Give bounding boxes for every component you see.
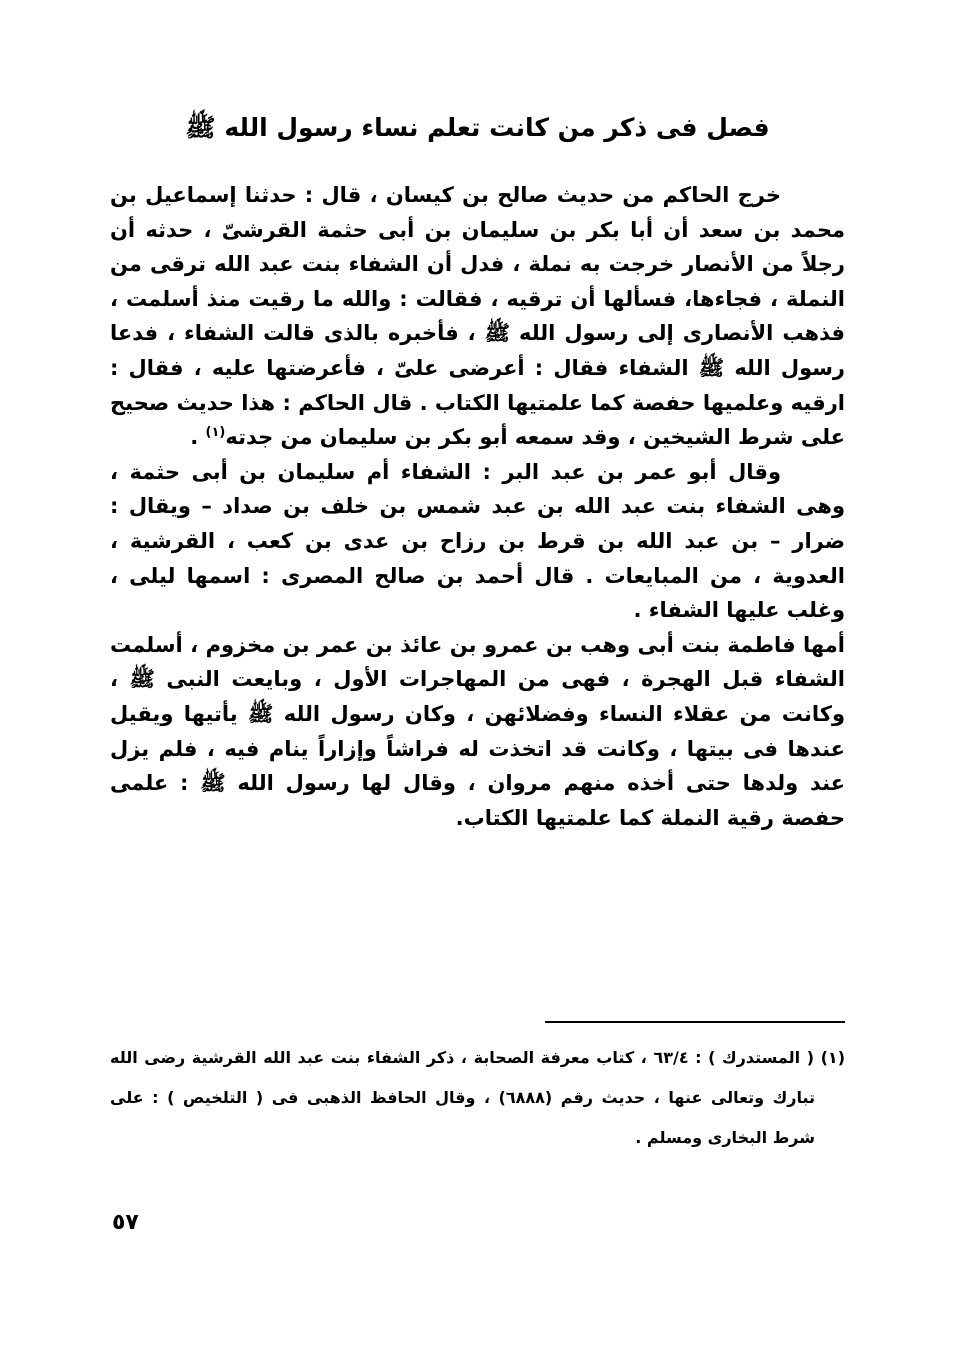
- paragraph: أمها فاطمة بنت أبى وهب بن عمرو بن عائذ بن عمر بن مخزوم ، أسلمت الشفاء قبل الهجرة ، فهى من المهاجرات الأول ، وبايعت النبى ﷺ ، وكانت من عقلاء النساء وفضلائهن ، وكان رسول الله ﷺ يأتيها ويقيل عندها فى بيتها ، وكانت قد اتخذت له فراشاً وإزاراً ينام فيه ، فلم يزل عند ولدها حتى أخذه منهم مروان ، وقال لها رسول الله ﷺ : علمى حفصة رقية النملة كما علمتيها الكتاب.: [110, 632, 845, 830]
- footnote: [110, 1038, 845, 1158]
- paragraph-text: خرج الحاكم من حديث صالح بن كيسان ، قال : حدثنا إسماعيل بن محمد بن سعد أن أبا بكر بن سليمان بن أبى حثمة القرشىّ ، حدثه أن رجلاً من الأنصار خرجت به نملة ، فدل أن الشفاء بنت عبد الله ترقى من النملة ، فجاءها، فسألها أن ترقيه ، فقالت : والله ما رقيت منذ أسلمت ، فذهب الأنصارى إلى رسول الله ﷺ ، فأخبره بالذى قالت الشفاء ، فدعا رسول الله ﷺ الشفاء فقال : أعرضى علىّ ، فأعرضتها عليه ، فقال : ارقيه وعلميها حفصة كما علمتيها الكتاب . قال الحاكم : هذا حديث صحيح على شرط الشيخين ، وقد سمعه أبو بكر بن سليمان من جدته: [110, 183, 845, 450]
- body-text: [110, 178, 845, 835]
- paragraph: [110, 178, 845, 455]
- paragraph: وقال أبو عمر بن عبد البر : الشفاء أم سليمان بن أبى حثمة ، وهى الشفاء بنت عبد الله بن عبد شمس بن خلف بن صداد – ويقال : ضرار – بن عبد الله بن قرط بن رزاح بن عدى بن كعب ، القرشية ، العدوية ، من المبايعات . قال أحمد بن صالح المصرى : اسمها ليلى ، وغلب عليها الشفاء .: [110, 459, 845, 623]
- paragraph-end: .: [190, 425, 206, 450]
- footnote-text: (١) ( المستدرك ) : ٦٣/٤ ، كتاب معرفة الصحابة ، ذكر الشفاء بنت عبد الله القرشية رضى الله تبارك وتعالى عنها ، حديث رقم (٦٨٨٨) ، وقال الحافظ الذهبى فى ( التلخيص ) : على شرط البخارى ومسلم .: [110, 1048, 845, 1147]
- footnote-divider: [545, 1021, 845, 1023]
- page-number: ٥٧: [112, 1210, 139, 1235]
- page-title: فصل فى ذكر من كانت تعلم نساء رسول الله ﷺ: [185, 113, 770, 142]
- footnote-reference: (١): [205, 425, 226, 441]
